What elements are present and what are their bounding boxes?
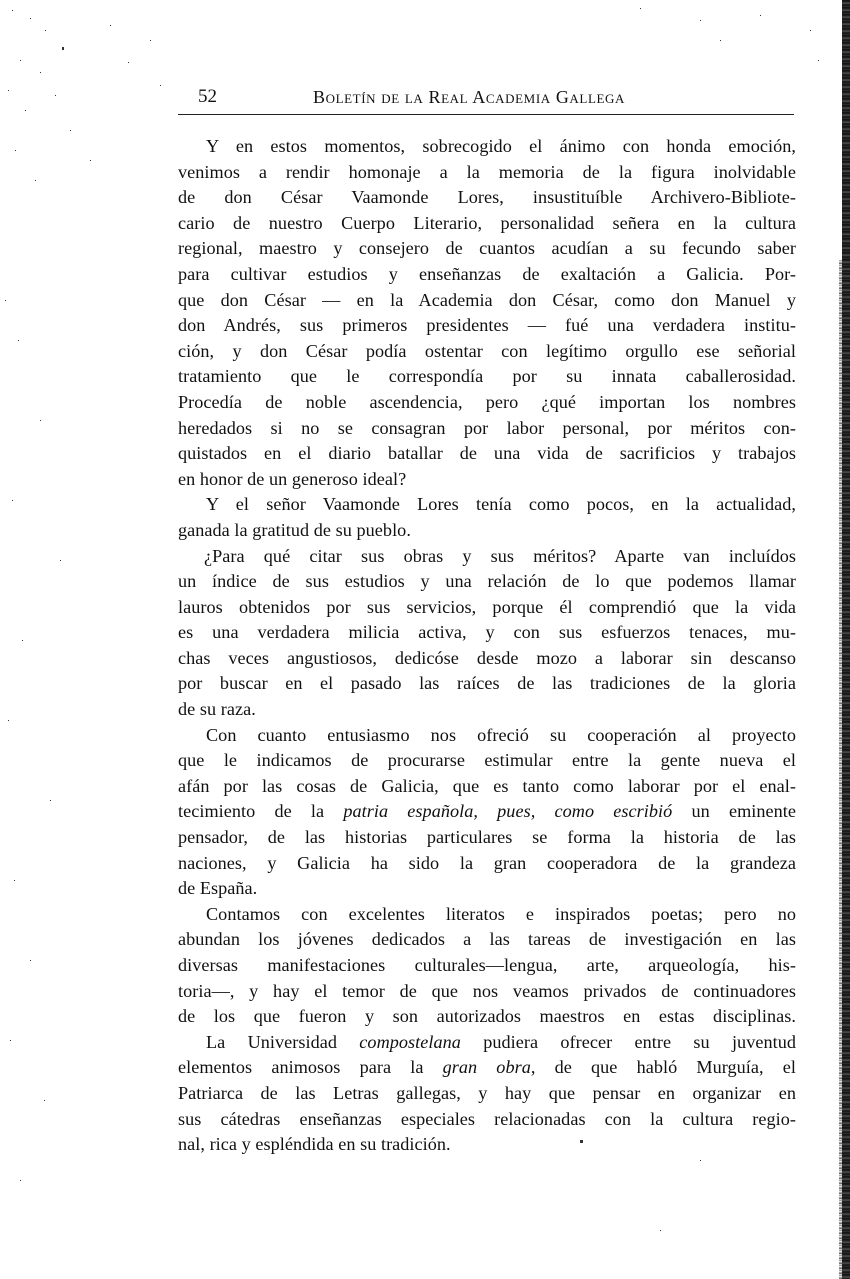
italic-phrase: compostelana — [359, 1031, 461, 1052]
text-line: Patriarca de las Letras gallegas, y hay que pensar en organizar en — [178, 1082, 796, 1103]
text-line: ¿Para qué citar sus obras y sus méritos? Aparte van incluídos — [204, 545, 796, 566]
text-line: ción, y don César podía ostentar con legítimo orgullo ese señorial — [178, 340, 796, 361]
text-line: de los que fueron y son autorizados maestros en estas disciplinas. — [178, 1006, 796, 1027]
paragraph — [178, 134, 796, 492]
text-line: chas veces angustiosos, dedicóse desde mozo a laborar sin descanso — [178, 647, 796, 668]
text-line: que don César — en la Academia don César, como don Manuel y — [178, 289, 796, 310]
text-line: venimos a rendir homonaje a la memoria de la figura inolvidable — [178, 161, 796, 182]
text-line: nal, rica y espléndida en su tradición. — [178, 1134, 451, 1155]
text-line: quistados en el diario batallar de una vida de sacrificios y trabajos — [178, 443, 796, 464]
scan-edge-border — [842, 0, 850, 1279]
text-line: Con cuanto entusiasmo nos ofreció su cooperación al proyecto — [206, 724, 796, 745]
text-line: lauros obtenidos por sus servicios, porque él comprendió que la vida — [178, 596, 796, 617]
text-line: Y en estos momentos, sobrecogido el ánimo con honda emoción, — [206, 136, 796, 156]
text-line: de España. — [178, 878, 258, 899]
text-line: Y el señor Vaamonde Lores tenía como pocos, en la actualidad, — [206, 494, 796, 515]
text-line: Procedía de noble ascendencia, pero ¿qué importan los nombres — [178, 391, 796, 412]
text-line: La Universidad compostelana pudiera ofrecer entre su juventud — [206, 1031, 796, 1052]
text-line: tratamiento que le correspondía por su innata caballerosidad. — [178, 366, 796, 387]
text-line: tecimiento de la patria española, pues, como escribió un eminente — [178, 801, 797, 822]
text-line: que le indicamos de procurarse estimular entre la gente nueva el — [178, 750, 796, 771]
text-line: en honor de un generoso ideal? — [178, 468, 407, 489]
text-line: toria—, y hay el temor de que nos veamos privados de continuadores — [178, 980, 796, 1001]
text-line: regional, maestro y consejero de cuantos acudían a su fecundo saber — [178, 238, 796, 259]
text-line: don Andrés, sus primeros presidentes — fué una verdadera institu- — [178, 315, 796, 336]
text-line: de su raza. — [178, 699, 256, 720]
paragraph — [178, 723, 796, 902]
text-line: cario de nuestro Cuerpo Literario, personalidad señera en la cultura — [178, 212, 796, 233]
text-line: por buscar en el pasado las raíces de las tradiciones de la gloria — [178, 673, 796, 694]
paragraph — [178, 1030, 796, 1158]
italic-phrase: gran obra — [442, 1057, 531, 1078]
text-line: naciones, y Galicia ha sido la gran cooperadora de la grandeza — [178, 852, 796, 873]
header-rule — [178, 114, 794, 115]
italic-phrase: patria española, pues, como escribió — [343, 801, 673, 822]
paragraph — [178, 544, 796, 723]
page-number: 52 — [198, 86, 217, 107]
paragraph — [178, 902, 796, 1030]
page-header — [198, 86, 794, 112]
text-line: abundan los jóvenes dedicados a las tareas de investigación en las — [178, 929, 796, 950]
text-line: afán por las cosas de Galicia, que es tanto como laborar por el enal- — [178, 775, 796, 796]
running-title: Boletín de la Real Academia Gallega — [313, 87, 626, 107]
text-line: ganada la gratitud de su pueblo. — [178, 519, 411, 540]
text-line: de don César Vaamonde Lores, insustituíble Archivero-Bibliote- — [178, 187, 796, 208]
paragraph — [178, 492, 796, 543]
text-line: pensador, de las historias particulares se forma la historia de las — [178, 827, 796, 848]
text-line: es una verdadera milicia activa, y con sus esfuerzos tenaces, mu- — [178, 622, 796, 643]
text-line: diversas manifestaciones culturales—lengua, arte, arqueología, his- — [178, 955, 796, 975]
text-line: un índice de sus estudios y una relación de lo que podemos llamar — [178, 571, 796, 592]
text-line: heredados si no se consagran por labor personal, por méritos con- — [178, 417, 796, 438]
body-text — [178, 134, 796, 1158]
text-line: sus cátedras enseñanzas especiales relacionadas con la cultura regio- — [178, 1108, 796, 1129]
text-line: Contamos con excelentes literatos e inspirados poetas; pero no — [206, 903, 796, 924]
text-line: elementos animosos para la gran obra, de que habló Murguía, el — [178, 1057, 796, 1078]
text-line: para cultivar estudios y enseñanzas de exaltación a Galicia. Por- — [178, 263, 796, 284]
